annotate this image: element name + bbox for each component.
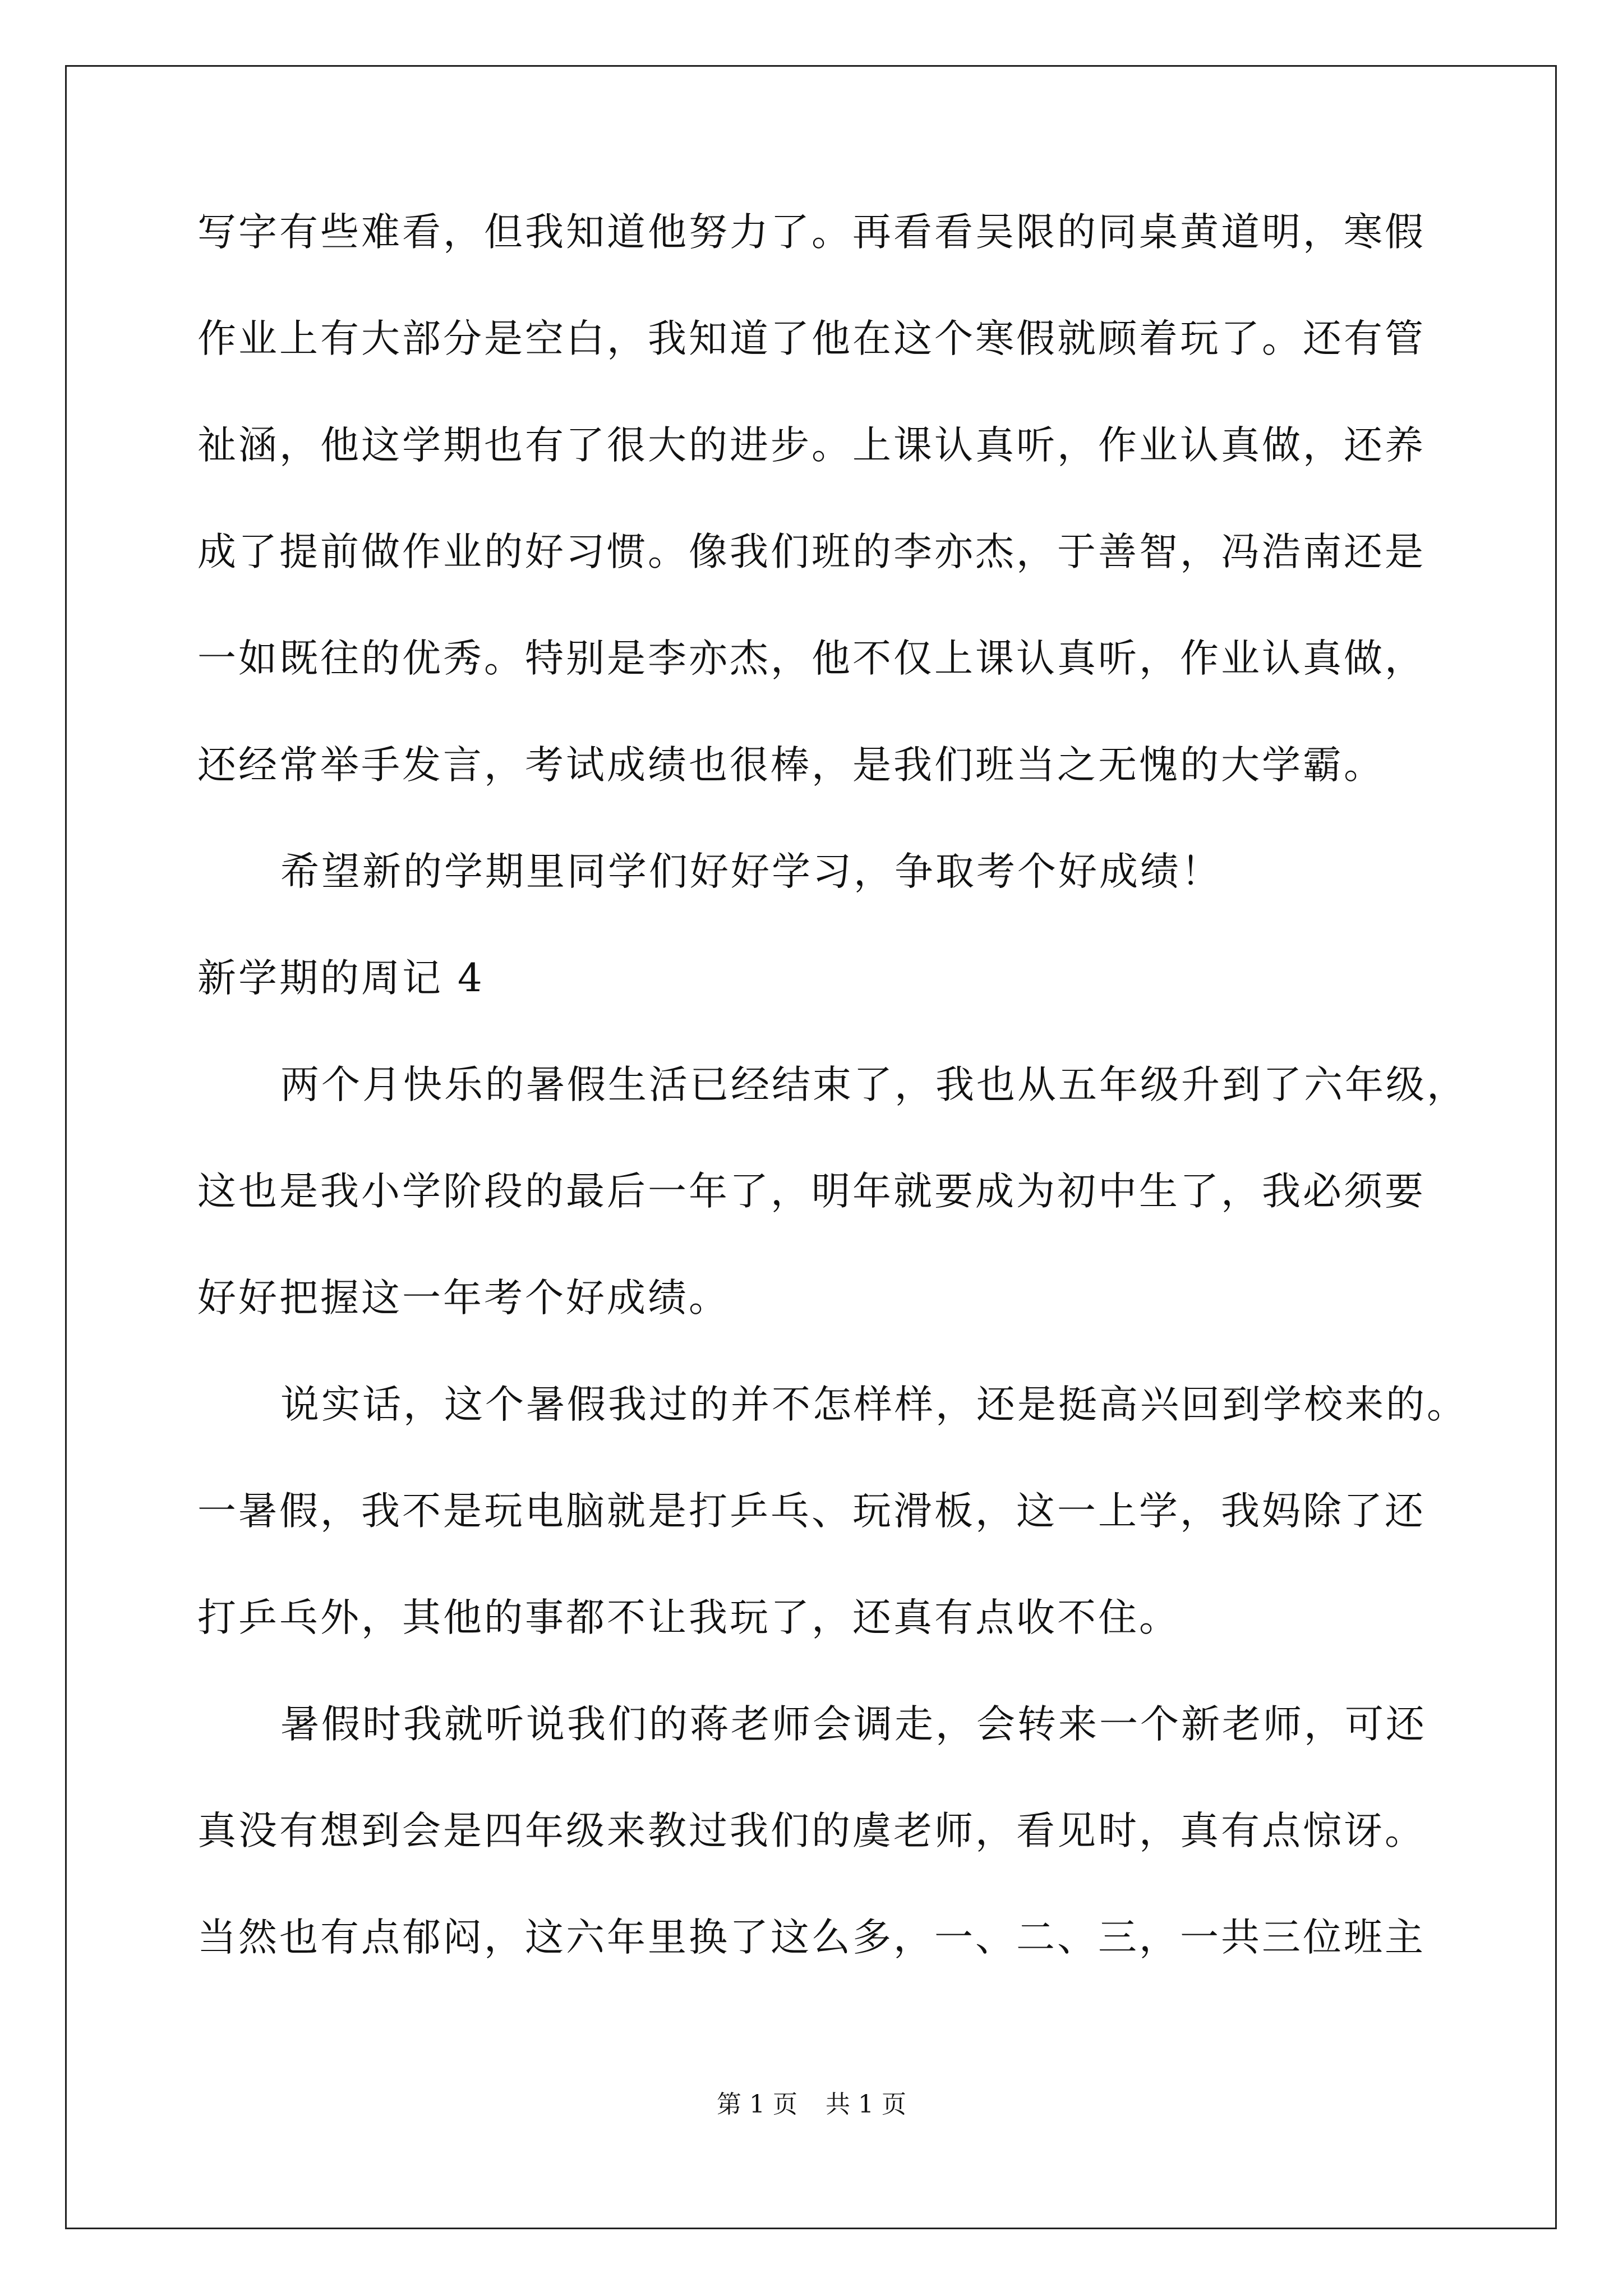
- text-line: 打乒乓外，其他的事都不让我玩了，还真有点收不住。: [197, 1595, 1180, 1640]
- text-line: 这也是我小学阶段的最后一年了，明年就要成为初中生了，我必须要: [197, 1169, 1426, 1214]
- paragraph-line: 说实话，这个暑假我过的并不怎样样，还是挺高兴回到学校来的。: [280, 1382, 1468, 1427]
- text-line: 祉涵，他这学期也有了很大的进步。上课认真听，作业认真做，还养: [197, 423, 1426, 468]
- text-line: 真没有想到会是四年级来教过我们的虞老师，看见时，真有点惊讶。: [197, 1809, 1426, 1853]
- section-heading: 新学期的周记 4: [197, 956, 485, 1001]
- page-number: 第 1 页: [717, 2090, 797, 2119]
- page-border: [65, 65, 1557, 2229]
- page-total: 共 1 页: [826, 2090, 906, 2119]
- text-line: 一暑假，我不是玩电脑就是打乒乓、玩滑板，这一上学，我妈除了还: [197, 1489, 1426, 1534]
- paragraph-line: 希望新的学期里同学们好好学习，争取考个好成绩！: [280, 849, 1222, 894]
- text-line: 还经常举手发言，考试成绩也很棒，是我们班当之无愧的大学霸。: [197, 743, 1385, 788]
- text-line: 当然也有点郁闷，这六年里换了这么多，一、二、三，一共三位班主: [197, 1915, 1426, 1960]
- text-line: 好好把握这一年考个好成绩。: [197, 1276, 730, 1320]
- text-line: 一如既往的优秀。特别是李亦杰，他不仅上课认真听，作业认真做，: [197, 636, 1426, 681]
- paragraph-line: 暑假时我就听说我们的蒋老师会调走，会转来一个新老师，可还: [280, 1702, 1427, 1747]
- text-line: 作业上有大部分是空白，我知道了他在这个寒假就顾着玩了。还有管: [197, 316, 1426, 361]
- paragraph-line: 两个月快乐的暑假生活已经结束了，我也从五年级升到了六年级，: [280, 1062, 1468, 1107]
- page-footer: [0, 2088, 1623, 2122]
- text-line: 写字有些难看，但我知道他努力了。再看看吴限的同桌黄道明，寒假: [197, 210, 1426, 255]
- text-line: 成了提前做作业的好习惯。像我们班的李亦杰，于善智，冯浩南还是: [197, 530, 1426, 574]
